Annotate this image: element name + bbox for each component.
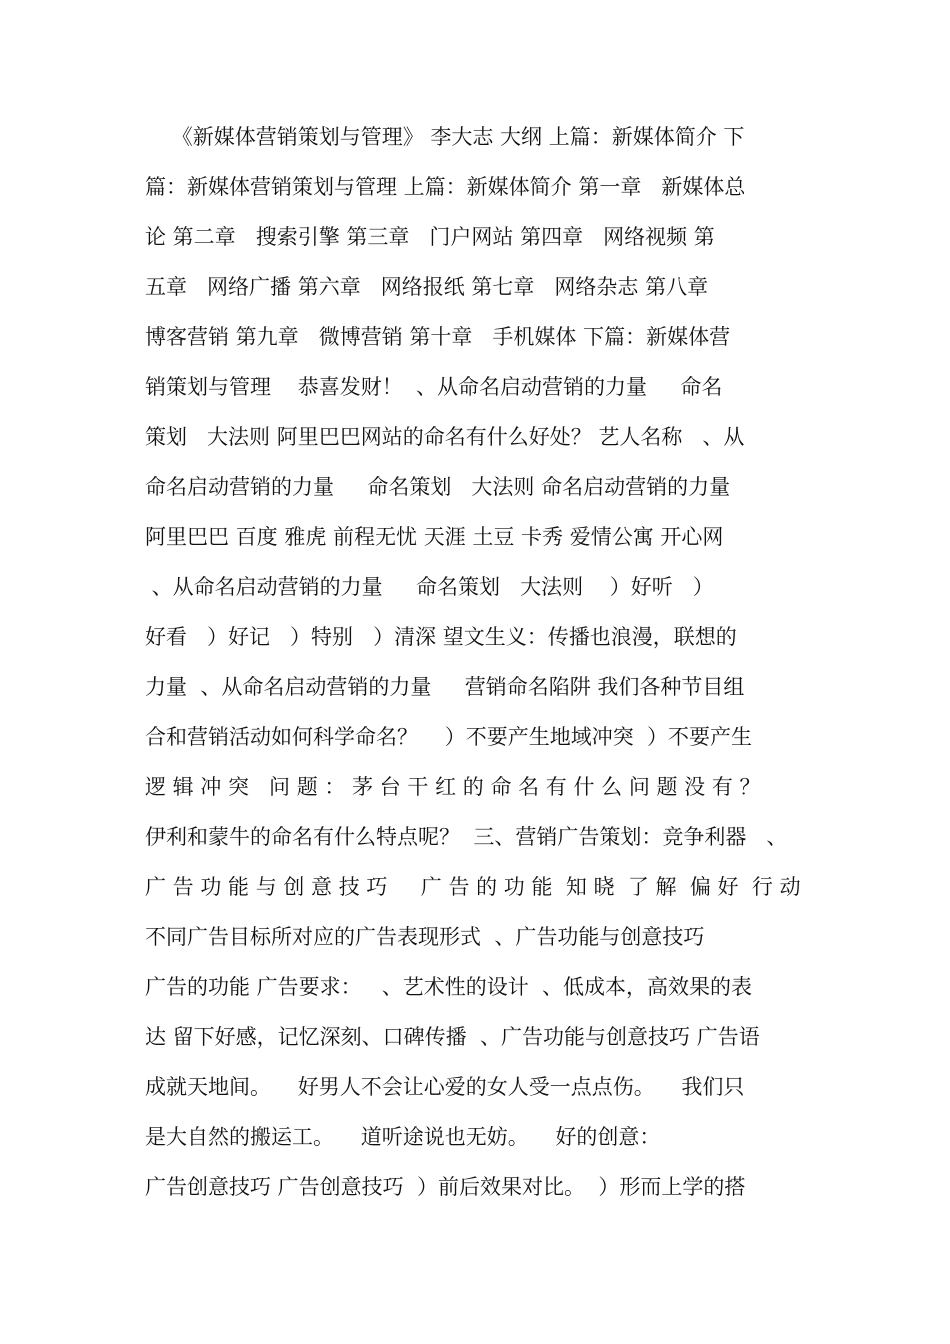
text-line: 成就天地间。 好男人不会让心爱的女人受一点点伤。 我们只 — [145, 1075, 745, 1099]
text-line: 命名启动营销的力量 命名策划 大法则 命名启动营销的力量 — [145, 475, 731, 499]
text-line: 好看 ）好记 ）特别 ）清深 望文生义：传播也浪漫，联想的 — [145, 625, 737, 649]
text-line: 是大自然的搬运工。 道听途说也无妨。 好的创意： — [145, 1125, 661, 1149]
text-line: 论 第二章 搜索引擎 第三章 门户网站 第四章 网络视频 第 — [145, 225, 715, 249]
text-line: 阿里巴巴 百度 雅虎 前程无忧 天涯 土豆 卡秀 爱情公寓 开心网 — [145, 525, 724, 549]
text-line: 逻 辑 冲 突 问 题 ： 茅 台 干 红 的 命 名 有 什 么 问 题 没 有 ？ — [145, 775, 761, 799]
text-line: 策划 大法则 阿里巴巴网站的命名有什么好处？ 艺人名称 、从 — [145, 425, 745, 449]
text-line: 广告创意技巧 广告创意技巧 ）前后效果对比。 ）形而上学的搭 — [145, 1175, 746, 1199]
text-line: 博客营销 第九章 微博营销 第十章 手机媒体 下篇：新媒体营 — [145, 325, 731, 349]
body-text — [145, 112, 809, 1212]
text-line: 达 留下好感，记忆深刻、口碑传播 、广告功能与创意技巧 广告语 — [145, 1025, 760, 1049]
text-line: 广 告 功 能 与 创 意 技 巧 广 告 的 功 能 知 晓 了 解 偏 好 行 动 — [145, 875, 801, 899]
text-line: 广告的功能 广告要求： 、艺术性的设计 、低成本，高效果的表 — [145, 975, 753, 999]
text-line: 销策划与管理 恭喜发财！ 、从命名启动营销的力量 命名 — [145, 375, 723, 399]
text-line: 力量 、从命名启动营销的力量 营销命名陷阱 我们各种节目组 — [145, 675, 745, 699]
text-line: 篇：新媒体营销策划与管理 上篇：新媒体简介 第一章 新媒体总 — [145, 175, 746, 199]
text-line: 不同广告目标所对应的广告表现形式 、广告功能与创意技巧 — [145, 925, 705, 949]
text-line: 、从命名启动营销的力量 命名策划 大法则 ）好听 ） — [145, 575, 714, 599]
text-line: 伊利和蒙牛的命名有什么特点呢？ 三、营销广告策划：竞争利器 、 — [145, 825, 788, 849]
text-line: 五章 网络广播 第六章 网络报纸 第七章 网络杂志 第八章 — [145, 275, 709, 299]
text-line: 《新媒体营销策划与管理》 李大志 大纲 上篇：新媒体简介 下 — [145, 125, 745, 149]
text-line: 合和营销活动如何科学命名？ ）不要产生地域冲突 ）不要产生 — [145, 725, 753, 749]
